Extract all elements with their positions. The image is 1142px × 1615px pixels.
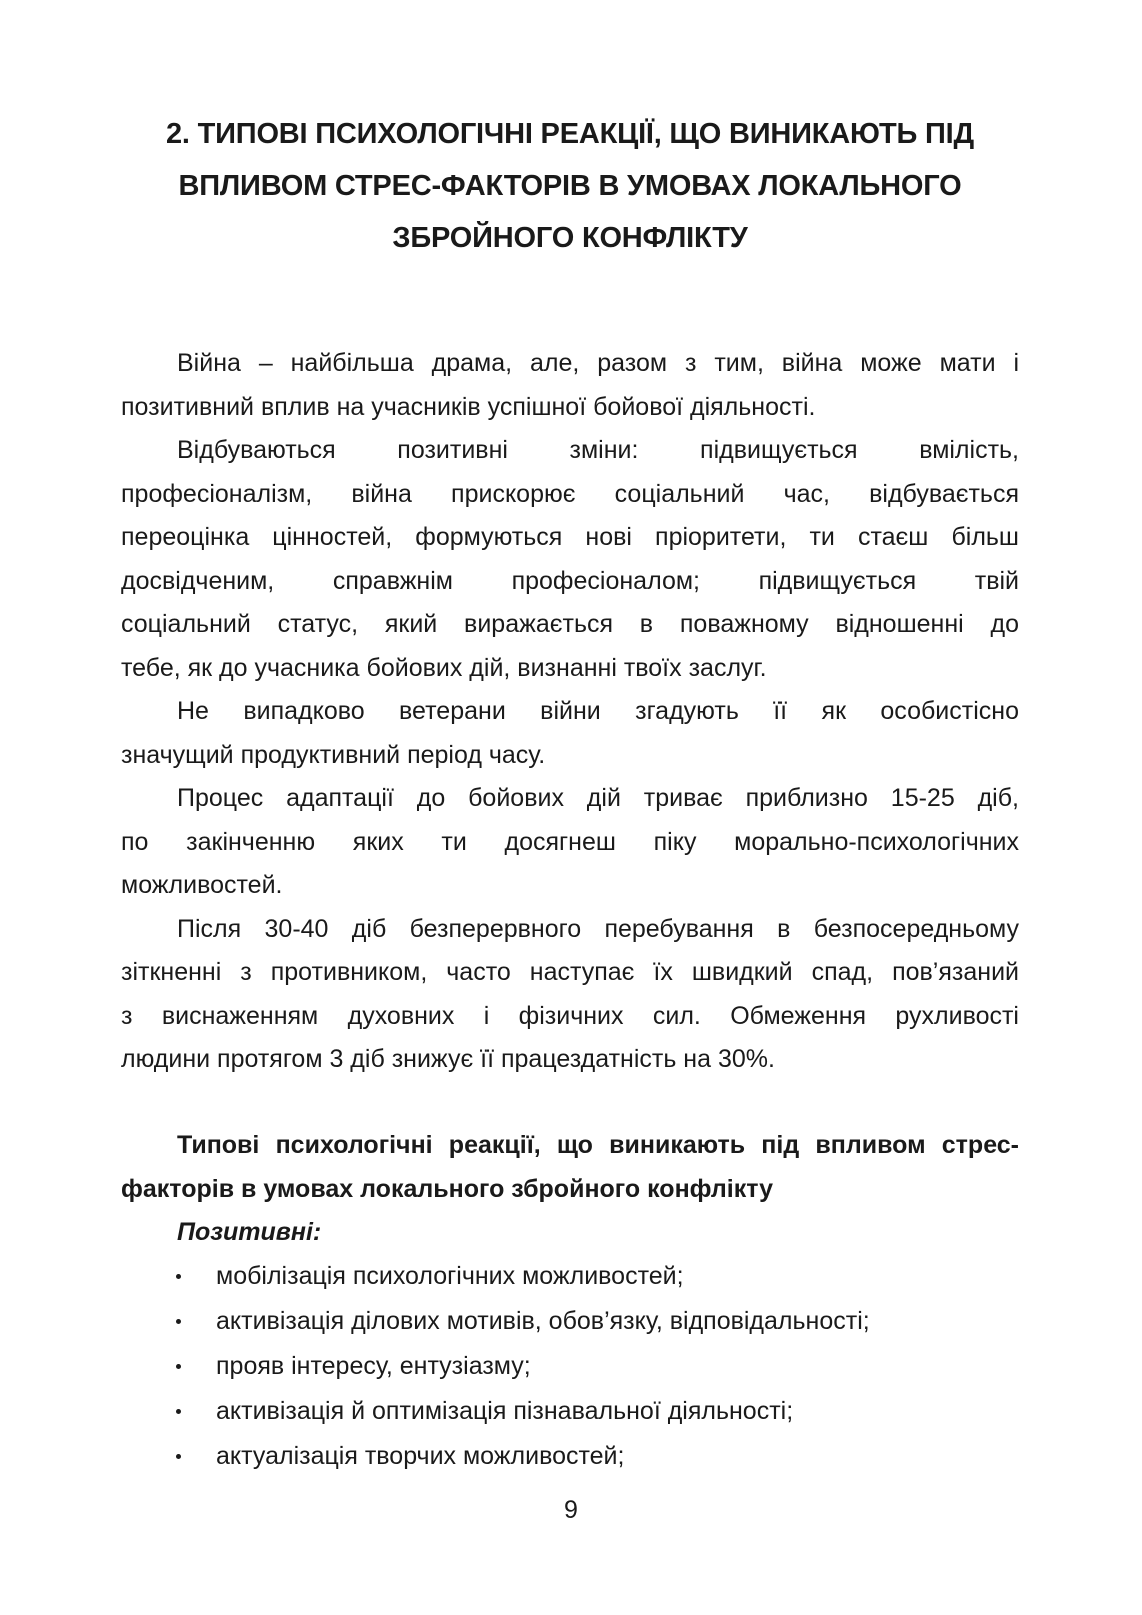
page-number: 9 <box>564 1496 578 1524</box>
chapter-title-line: ЗБРОЙНОГО КОНФЛІКТУ <box>392 222 748 254</box>
list-item <box>172 1344 1012 1389</box>
list-item-text: актуалізація творчих можливостей; <box>216 1442 625 1470</box>
paragraph-line: Процес адаптації до бойових дій триває приблизно 15-25 діб, <box>177 784 1019 812</box>
list-item <box>172 1434 1012 1479</box>
paragraph-line: досвідченим, справжнім професіоналом; підвищується твій <box>121 566 1019 595</box>
chapter-title-line: 2. ТИПОВІ ПСИХОЛОГІЧНІ РЕАКЦІЇ, ЩО ВИНИКАЮТЬ ПІД <box>166 118 974 150</box>
paragraph-line: соціальний статус, який виражається в поважному відношенні до <box>121 610 1019 638</box>
subheading-positive: Позитивні: <box>177 1218 322 1246</box>
paragraph-line: професіоналізм, війна прискорює соціальний час, відбувається <box>121 479 1019 508</box>
bullet-icon <box>176 1409 181 1414</box>
paragraph-line: Не випадково ветерани війни згадують її як особистісно <box>177 697 1019 725</box>
section-heading <box>121 1124 1019 1211</box>
paragraph-line: Війна – найбільша драма, але, разом з тим, війна може мати і <box>177 349 1019 377</box>
positive-reactions-list <box>172 1254 1012 1479</box>
bullet-icon <box>176 1274 181 1279</box>
paragraph-2 <box>121 429 1019 690</box>
list-item-text: прояв інтересу, ентузіазму; <box>216 1352 531 1380</box>
paragraph-line: тебе, як до учасника бойових дій, визнанні твоїх заслуг. <box>121 653 767 682</box>
bullet-icon <box>176 1319 181 1324</box>
paragraph-line: позитивний вплив на учасників успішної бойової діяльності. <box>121 392 816 421</box>
list-item-text: активізація й оптимізація пізнавальної діяльності; <box>216 1397 794 1425</box>
section-heading-line: Типові психологічні реакції, що виникають під впливом стрес- <box>177 1131 1019 1159</box>
paragraph-1 <box>121 342 1019 429</box>
paragraph-line: Після 30-40 діб безперервного перебування в безпосередньому <box>177 914 1019 943</box>
paragraph-line: зіткненні з противником, часто наступає їх швидкий спад, пов’язаний <box>121 958 1019 986</box>
paragraph-line: по закінченню яких ти досягнеш піку морально-психологічних <box>121 827 1019 856</box>
section-heading-line: факторів в умовах локального збройного конфлікту <box>121 1174 774 1203</box>
body-text <box>121 342 1019 1082</box>
list-item-text: активізація ділових мотивів, обов’язку, відповідальності; <box>216 1307 870 1335</box>
list-item-text: мобілізація психологічних можливостей; <box>216 1262 684 1290</box>
paragraph-5 <box>121 908 1019 1082</box>
paragraph-line: значущий продуктивний період часу. <box>121 740 546 769</box>
chapter-title <box>120 108 1020 264</box>
chapter-title-line: ВПЛИВОМ СТРЕС-ФАКТОРІВ В УМОВАХ ЛОКАЛЬНОГО <box>178 170 962 202</box>
paragraph-line: Відбуваються позитивні зміни: підвищується вміліcть, <box>177 436 1019 464</box>
bullet-icon <box>176 1454 181 1459</box>
list-item <box>172 1254 1012 1299</box>
list-item <box>172 1299 1012 1344</box>
paragraph-line: переоцінка цінностей, формуються нові пріоритети, ти стаєш більш <box>121 523 1019 551</box>
list-item <box>172 1389 1012 1434</box>
paragraph-3 <box>121 690 1019 777</box>
bullet-icon <box>176 1364 181 1369</box>
paragraph-4 <box>121 777 1019 908</box>
paragraph-line: людини протягом 3 діб знижує її працездатність на 30%. <box>121 1045 775 1073</box>
paragraph-line: з виснаженням духовних і фізичних сил. Обмеження рухливості <box>121 1001 1019 1030</box>
paragraph-line: можливостей. <box>121 871 283 899</box>
